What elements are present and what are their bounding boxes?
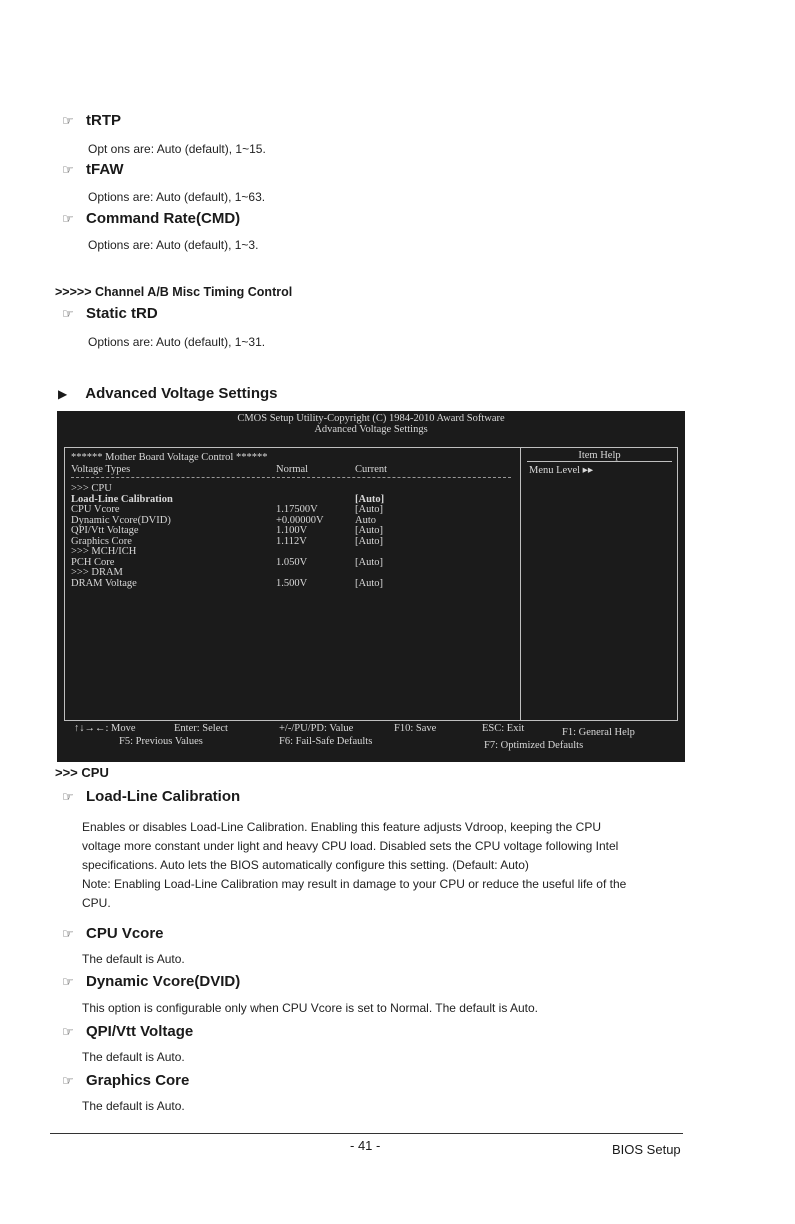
pointing-hand-icon: ☞ — [62, 306, 74, 321]
key-move: ↑↓→←: Move — [74, 723, 136, 734]
item-heading: ☞ Static tRD — [62, 305, 158, 322]
bios-row: >>> DRAM — [71, 567, 123, 578]
key-esc: ESC: Exit — [482, 723, 525, 734]
pointing-hand-icon: ☞ — [62, 113, 74, 128]
key-prev: F5: Previous Values — [119, 736, 203, 747]
item-description: Opt ons are: Auto (default), 1~15. — [88, 142, 266, 156]
bios-row[interactable]: Graphics Core 1.112V [Auto] — [71, 535, 383, 547]
pane-divider — [520, 448, 521, 720]
section-heading-cpu: >>> CPU — [55, 765, 109, 780]
bios-row[interactable]: QPI/Vtt Voltage 1.100V [Auto] — [71, 525, 383, 536]
item-heading: ☞ QPI/Vtt Voltage — [62, 1023, 194, 1040]
bios-row[interactable]: DRAM Voltage 1.500V [Auto] — [71, 577, 383, 589]
triangle-bullet-icon: ▶ — [58, 387, 68, 401]
bios-row-selected[interactable]: Load-Line Calibration [Auto] — [71, 493, 385, 505]
voltage-header: ****** Mother Board Voltage Control ****** — [71, 452, 268, 463]
item-heading: ☞ tRTP — [62, 112, 121, 129]
bios-row[interactable]: Dynamic Vcore(DVID) +0.00000V Auto — [71, 514, 376, 526]
column-headers: Voltage Types Normal Current — [71, 464, 511, 478]
bios-row: >>> MCH/ICH — [71, 546, 137, 557]
bios-frame — [64, 447, 678, 721]
footer-rule — [50, 1133, 683, 1134]
item-heading: ☞ Graphics Core — [62, 1072, 190, 1089]
bios-screen — [57, 411, 685, 762]
item-description: The default is Auto. — [82, 1050, 185, 1064]
section-heading-misc-timing: >>>>> Channel A/B Misc Timing Control — [55, 285, 293, 299]
pointing-hand-icon: ☞ — [62, 162, 74, 177]
pointing-hand-icon: ☞ — [62, 926, 74, 941]
menu-level: Menu Level ▸▸ — [529, 465, 594, 476]
pointing-hand-icon: ☞ — [62, 789, 74, 804]
item-help-pane — [527, 450, 672, 476]
item-heading: ☞ Dynamic Vcore(DVID) — [62, 973, 241, 990]
key-help: F1: General Help — [562, 727, 635, 738]
key-optimized: F7: Optimized Defaults — [484, 740, 584, 751]
page-footer-title: BIOS Setup — [612, 1142, 681, 1157]
bios-row: >>> CPU — [71, 483, 112, 494]
key-failsafe: F6: Fail-Safe Defaults — [279, 736, 373, 747]
advanced-voltage-heading: ▶ Advanced Voltage Settings — [58, 385, 278, 402]
bios-row[interactable]: PCH Core 1.050V [Auto] — [71, 556, 383, 568]
item-heading: ☞ CPU Vcore — [62, 925, 164, 942]
page-number: - 41 - — [350, 1138, 381, 1153]
item-description: Options are: Auto (default), 1~31. — [88, 335, 266, 349]
item-help-title: Item Help — [527, 450, 672, 462]
bios-footer — [64, 721, 676, 757]
pointing-hand-icon: ☞ — [62, 1024, 74, 1039]
item-heading: ☞ tFAW — [62, 161, 124, 178]
item-description: This option is configurable only when CPU Vcore is set to Normal. The default is Auto. — [82, 1001, 539, 1015]
voltage-list — [71, 452, 511, 589]
key-value: +/-/PU/PD: Value — [279, 723, 354, 734]
item-description: The default is Auto. — [82, 952, 185, 966]
bios-row[interactable]: CPU Vcore 1.17500V [Auto] — [71, 504, 383, 515]
key-save: F10: Save — [394, 723, 437, 734]
item-description: Options are: Auto (default), 1~63. — [88, 190, 266, 204]
item-description: Enables or disables Load-Line Calibration. Enabling this feature adjusts Vdroop, keeping the CPU voltage more constant under light and heavy CPU load. Disabled sets the CPU voltage following Intel specifications. Auto lets the BIOS automatically configure this setting. (Default: Auto) Note: Enabling Load-Line Calibration may result in damage to your CPU or reduce the useful life of the CPU. — [82, 820, 627, 910]
pointing-hand-icon: ☞ — [62, 1073, 74, 1088]
item-heading: ☞ Command Rate(CMD) — [62, 210, 241, 227]
item-heading: ☞ Load-Line Calibration — [62, 788, 241, 805]
item-description: The default is Auto. — [82, 1099, 185, 1113]
item-description: Options are: Auto (default), 1~3. — [88, 238, 259, 252]
bios-title: CMOS Setup Utility-Copyright (C) 1984-2010 Award Software Advanced Voltage Settings — [237, 413, 505, 435]
key-enter: Enter: Select — [174, 723, 228, 734]
pointing-hand-icon: ☞ — [62, 211, 74, 226]
pointing-hand-icon: ☞ — [62, 974, 74, 989]
